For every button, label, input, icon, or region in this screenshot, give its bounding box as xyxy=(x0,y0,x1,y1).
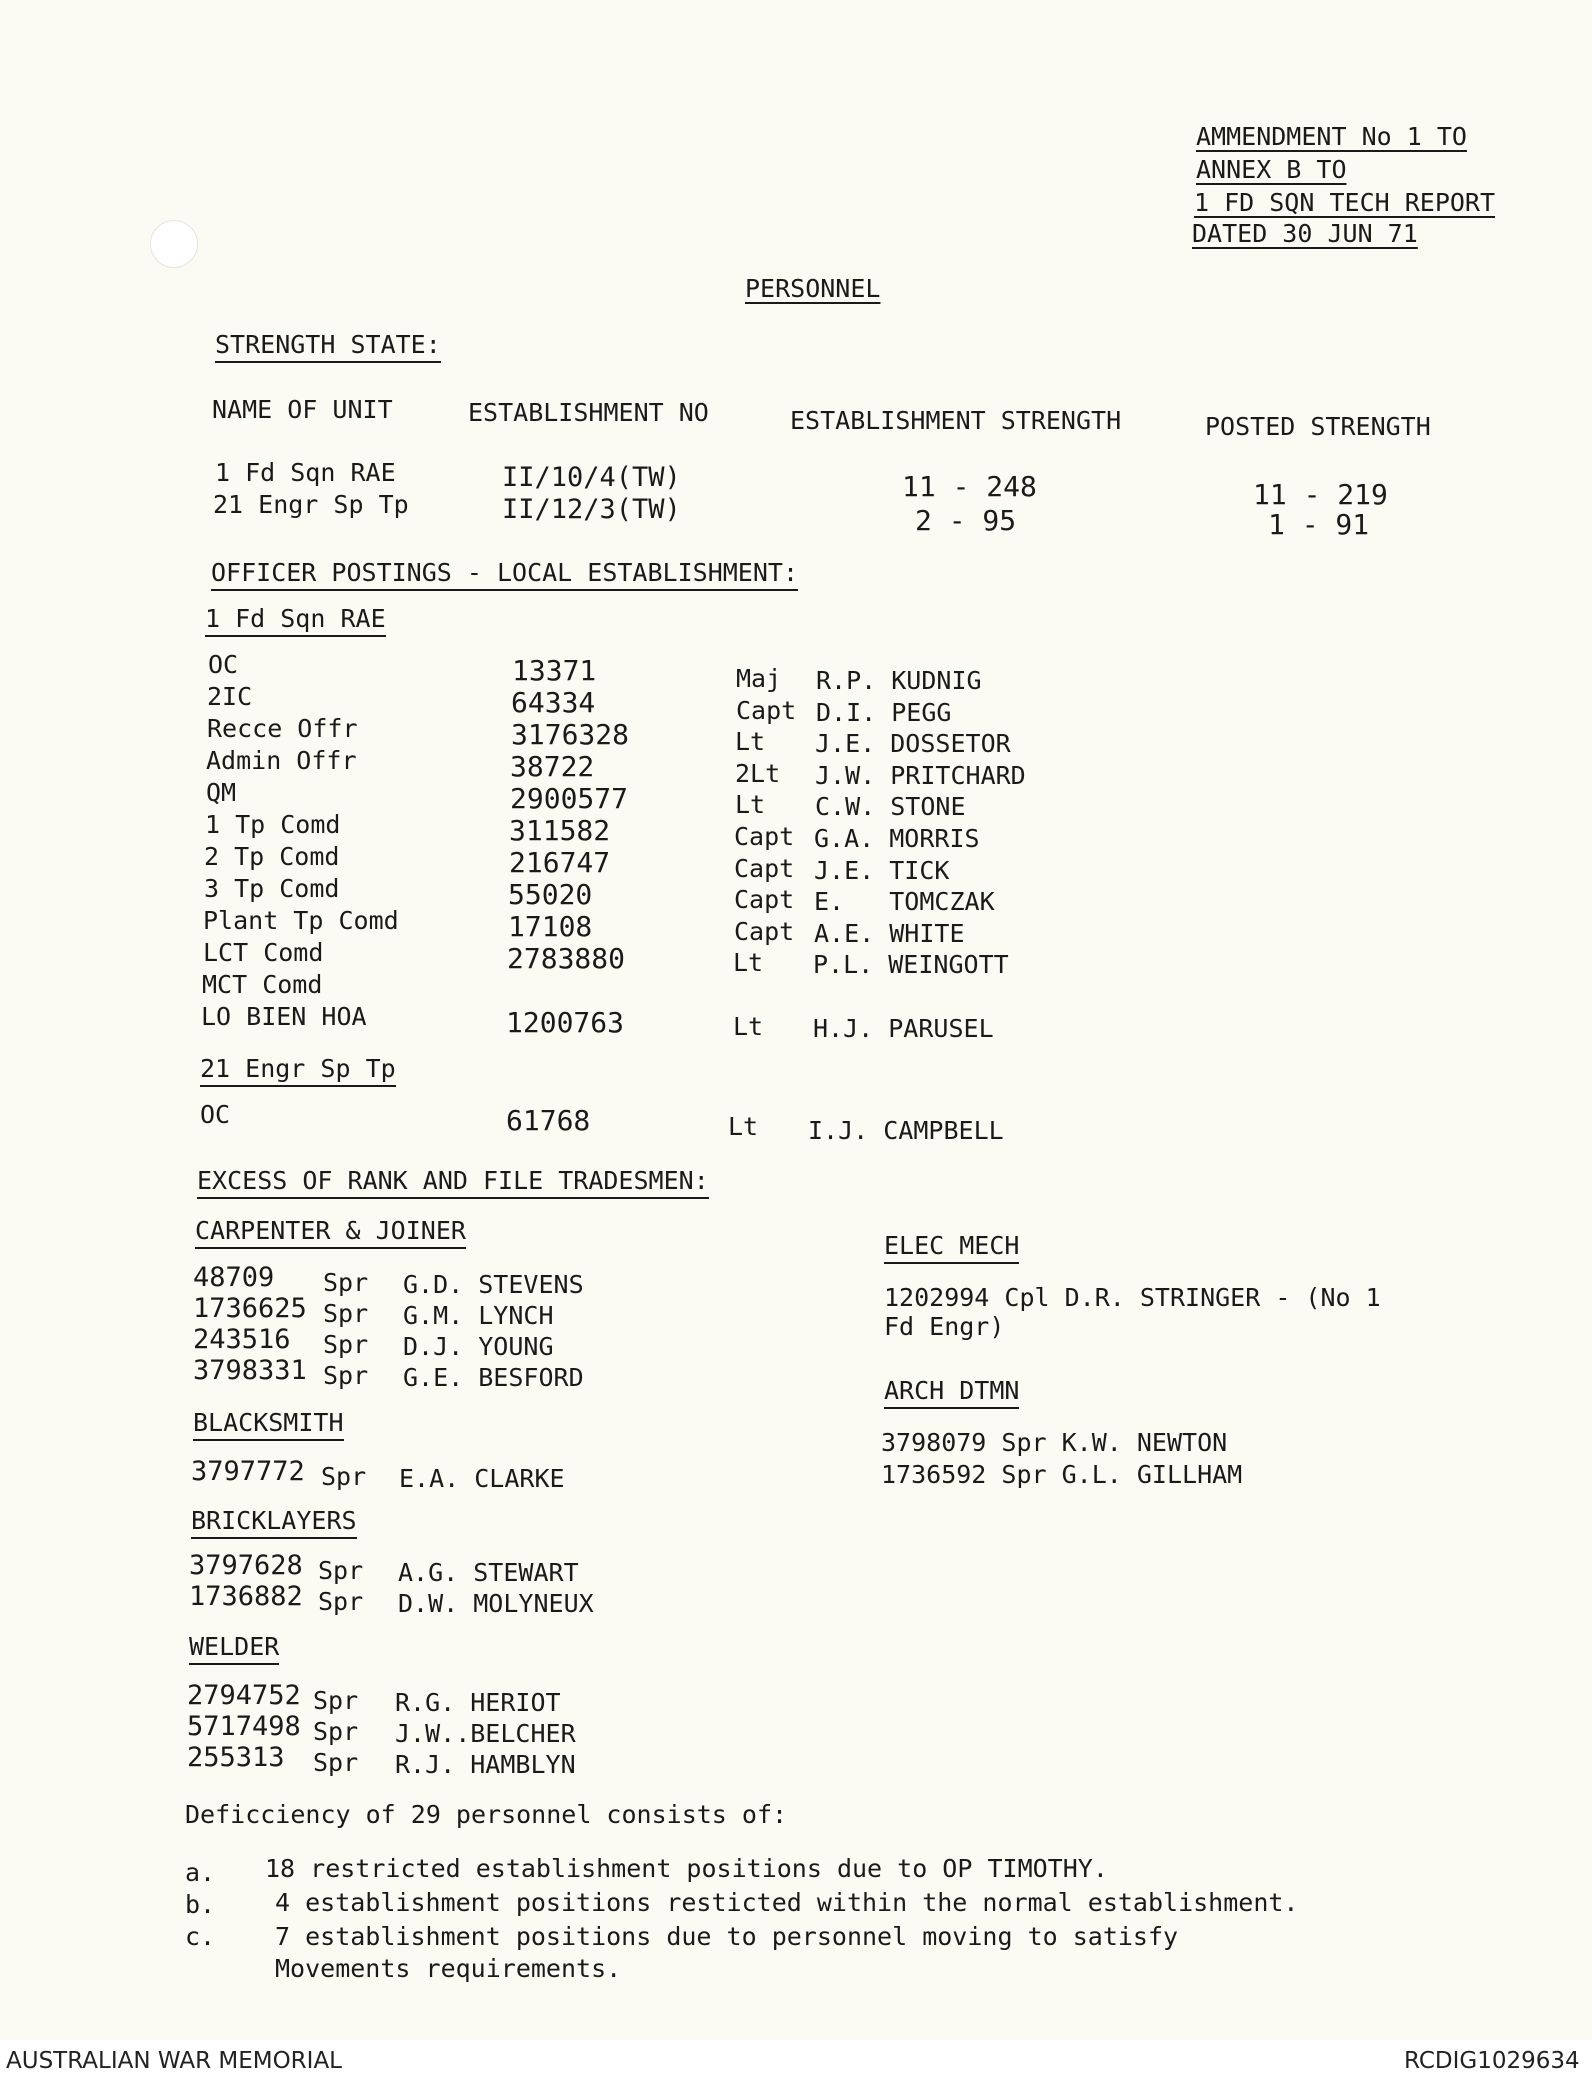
officer-postings-heading: OFFICER POSTINGS - LOCAL ESTABLISHMENT: xyxy=(211,558,798,591)
officer-row-oc-num: 61768 xyxy=(506,1104,591,1137)
officer-post: QM xyxy=(206,778,237,807)
strength-row-1-posted: 11 - 219 xyxy=(1253,478,1388,511)
officer-number: 13371 xyxy=(512,654,597,687)
officer-number: 55020 xyxy=(508,878,593,911)
officer-number: 3176328 xyxy=(511,718,630,751)
officer-rank: Lt xyxy=(735,727,766,757)
officer-name: A.E. WHITE xyxy=(814,918,965,948)
column-header-posted: POSTED STRENGTH xyxy=(1205,412,1431,441)
strength-row-1-estab-strength: 11 - 248 xyxy=(902,470,1037,503)
officer-rank: Maj xyxy=(736,664,782,693)
officer-post: OC xyxy=(208,650,239,679)
tradesman-number: 243516 xyxy=(193,1324,291,1355)
officer-rank: Capt xyxy=(734,885,795,915)
deficiency-intro: Deficciency of 29 personnel consists of: xyxy=(185,1800,788,1829)
officer-name: J.E. TICK xyxy=(814,855,950,885)
elec-mech-line-2: Fd Engr) xyxy=(884,1312,1005,1341)
officer-post: 3 Tp Comd xyxy=(204,874,340,903)
excess-heading: EXCESS OF RANK AND FILE TRADESMEN: xyxy=(197,1166,709,1199)
header-line-1: AMMENDMENT No 1 TO xyxy=(1196,122,1467,151)
tradesman-name: R.J. HAMBLYN xyxy=(395,1750,576,1779)
strength-row-2-estab-strength: 2 - 95 xyxy=(915,504,1017,537)
tradesman-rank: Spr xyxy=(323,1361,369,1390)
strength-row-1-unit: 1 Fd Sqn RAE xyxy=(215,458,396,487)
officer-rank: Capt xyxy=(734,822,795,851)
deficiency-text-a: 18 restricted establishment positions due to OP TIMOTHY. xyxy=(265,1854,1108,1883)
tradesman-number: 1736625 xyxy=(193,1293,307,1324)
elec-mech-line-1: 1202994 Cpl D.R. STRINGER - (No 1 xyxy=(884,1283,1381,1312)
officer-row-oc-post: OC xyxy=(200,1100,231,1129)
officer-number: 311582 xyxy=(509,814,611,847)
page-title: PERSONNEL xyxy=(745,274,881,303)
strength-state-heading: STRENGTH STATE: xyxy=(215,330,441,363)
tradesman-number: 1736882 xyxy=(189,1581,303,1612)
officer-rank: Lt xyxy=(733,948,764,978)
strength-row-2-posted: 1 - 91 xyxy=(1268,508,1370,541)
officer-post: LO BIEN HOA xyxy=(201,1002,367,1031)
strength-row-2-estab-no: II/12/3(TW) xyxy=(502,494,681,525)
arch-dtmn-heading: ARCH DTMN xyxy=(884,1376,1019,1409)
officer-number: 17108 xyxy=(508,910,593,943)
officer-rank: 2Lt xyxy=(735,758,781,788)
tradesman-name: G.D. STEVENS xyxy=(403,1270,584,1299)
officer-name: D.I. PEGG xyxy=(816,697,952,727)
tradesman-number: 2794752 xyxy=(187,1680,301,1711)
tradesman-rank: Spr xyxy=(318,1587,364,1616)
officer-unit-2-heading: 21 Engr Sp Tp xyxy=(200,1054,396,1087)
officer-number: 2900577 xyxy=(510,782,629,815)
officer-rank: Capt xyxy=(734,853,795,883)
officer-number: 1200763 xyxy=(506,1006,625,1039)
deficiency-label-c: c. xyxy=(185,1922,216,1951)
officer-post: Admin Offr xyxy=(206,746,357,775)
blacksmith-heading: BLACKSMITH xyxy=(193,1408,344,1441)
tradesman-rank: Spr xyxy=(321,1462,367,1491)
tradesman-number: 48709 xyxy=(193,1262,275,1293)
officer-name: G.A. MORRIS xyxy=(814,824,980,853)
tradesman-number: 5717498 xyxy=(187,1711,301,1742)
deficiency-label-b: b. xyxy=(185,1890,216,1919)
tradesman-rank: Spr xyxy=(323,1330,369,1359)
header-line-2: ANNEX B TO xyxy=(1196,155,1347,184)
officer-post: LCT Comd xyxy=(203,938,324,967)
header-line-4: DATED 30 JUN 71 xyxy=(1192,219,1418,248)
officer-rank: Capt xyxy=(734,916,795,946)
tradesman-name: D.J. YOUNG xyxy=(403,1332,554,1361)
officer-name: R.P. KUDNIG xyxy=(816,666,982,695)
strength-row-2-unit: 21 Engr Sp Tp xyxy=(213,490,409,519)
punch-hole xyxy=(150,220,198,268)
officer-name: J.W. PRITCHARD xyxy=(815,760,1026,790)
officer-number: 216747 xyxy=(509,846,611,879)
bricklayers-heading: BRICKLAYERS xyxy=(191,1506,357,1539)
column-header-estab-no: ESTABLISHMENT NO xyxy=(468,398,709,427)
header-line-3: 1 FD SQN TECH REPORT xyxy=(1194,188,1496,217)
officer-rank: Lt xyxy=(733,1011,764,1041)
tradesman-name: G.M. LYNCH xyxy=(403,1301,554,1330)
officer-post: Plant Tp Comd xyxy=(203,906,399,935)
column-header-estab-strength: ESTABLISHMENT STRENGTH xyxy=(790,406,1122,435)
officer-post: 2IC xyxy=(207,682,253,711)
officer-name: J.E. DOSSETOR xyxy=(815,729,1011,759)
strength-row-1-estab-no: II/10/4(TW) xyxy=(502,462,681,493)
footer-right: RCDIG1029634 xyxy=(1404,2048,1580,2074)
officer-row-oc-name: I.J. CAMPBELL xyxy=(808,1116,1004,1145)
officer-name: P.L. WEINGOTT xyxy=(813,950,1009,980)
tradesman-name: A.G. STEWART xyxy=(398,1558,579,1587)
officer-post: MCT Comd xyxy=(202,970,323,999)
officer-post: 2 Tp Comd xyxy=(204,842,340,871)
officer-name: C.W. STONE xyxy=(815,792,966,822)
carpenter-heading: CARPENTER & JOINER xyxy=(195,1216,466,1249)
officer-name: H.J. PARUSEL xyxy=(813,1013,994,1043)
tradesman-name: E.A. CLARKE xyxy=(399,1464,565,1493)
tradesman-number: 255313 xyxy=(187,1742,285,1773)
deficiency-text-b: 4 establishment positions resticted within the normal establishment. xyxy=(275,1888,1299,1917)
deficiency-continuation: Movements requirements. xyxy=(275,1954,622,1983)
officer-post: Recce Offr xyxy=(207,714,358,743)
tradesman-name: D.W. MOLYNEUX xyxy=(398,1589,594,1618)
deficiency-label-a: a. xyxy=(185,1858,216,1887)
arch-dtmn-row-2: 1736592 Spr G.L. GILLHAM xyxy=(881,1460,1243,1489)
tradesman-name: J.W..BELCHER xyxy=(395,1719,576,1748)
tradesman-number: 3797772 xyxy=(191,1456,305,1487)
officer-unit-1-heading: 1 Fd Sqn RAE xyxy=(205,604,386,637)
tradesman-name: R.G. HERIOT xyxy=(395,1688,561,1717)
officer-post: 1 Tp Comd xyxy=(205,810,341,839)
officer-rank: Lt xyxy=(735,790,766,820)
officer-number: 38722 xyxy=(510,750,595,783)
arch-dtmn-row-1: 3798079 Spr K.W. NEWTON xyxy=(881,1428,1228,1457)
deficiency-text-c: 7 establishment positions due to personnel moving to satisfy xyxy=(275,1922,1179,1951)
elec-mech-heading: ELEC MECH xyxy=(884,1231,1019,1264)
column-header-unit: NAME OF UNIT xyxy=(212,395,393,424)
officer-number: 64334 xyxy=(511,686,596,719)
tradesman-rank: Spr xyxy=(318,1556,364,1585)
officer-row-oc-rank: Lt xyxy=(728,1112,759,1141)
footer-left: AUSTRALIAN WAR MEMORIAL xyxy=(6,2048,342,2074)
officer-rank: Capt xyxy=(736,695,797,725)
tradesman-rank: Spr xyxy=(323,1299,369,1328)
tradesman-name: G.E. BESFORD xyxy=(403,1363,584,1392)
tradesman-rank: Spr xyxy=(313,1748,359,1777)
officer-name: E. TOMCZAK xyxy=(814,887,995,917)
tradesman-number: 3798331 xyxy=(193,1355,307,1386)
welder-heading: WELDER xyxy=(189,1632,279,1665)
tradesman-rank: Spr xyxy=(313,1686,359,1715)
officer-number: 2783880 xyxy=(507,942,626,975)
tradesman-rank: Spr xyxy=(323,1268,369,1297)
tradesman-number: 3797628 xyxy=(189,1550,303,1581)
tradesman-rank: Spr xyxy=(313,1717,359,1746)
